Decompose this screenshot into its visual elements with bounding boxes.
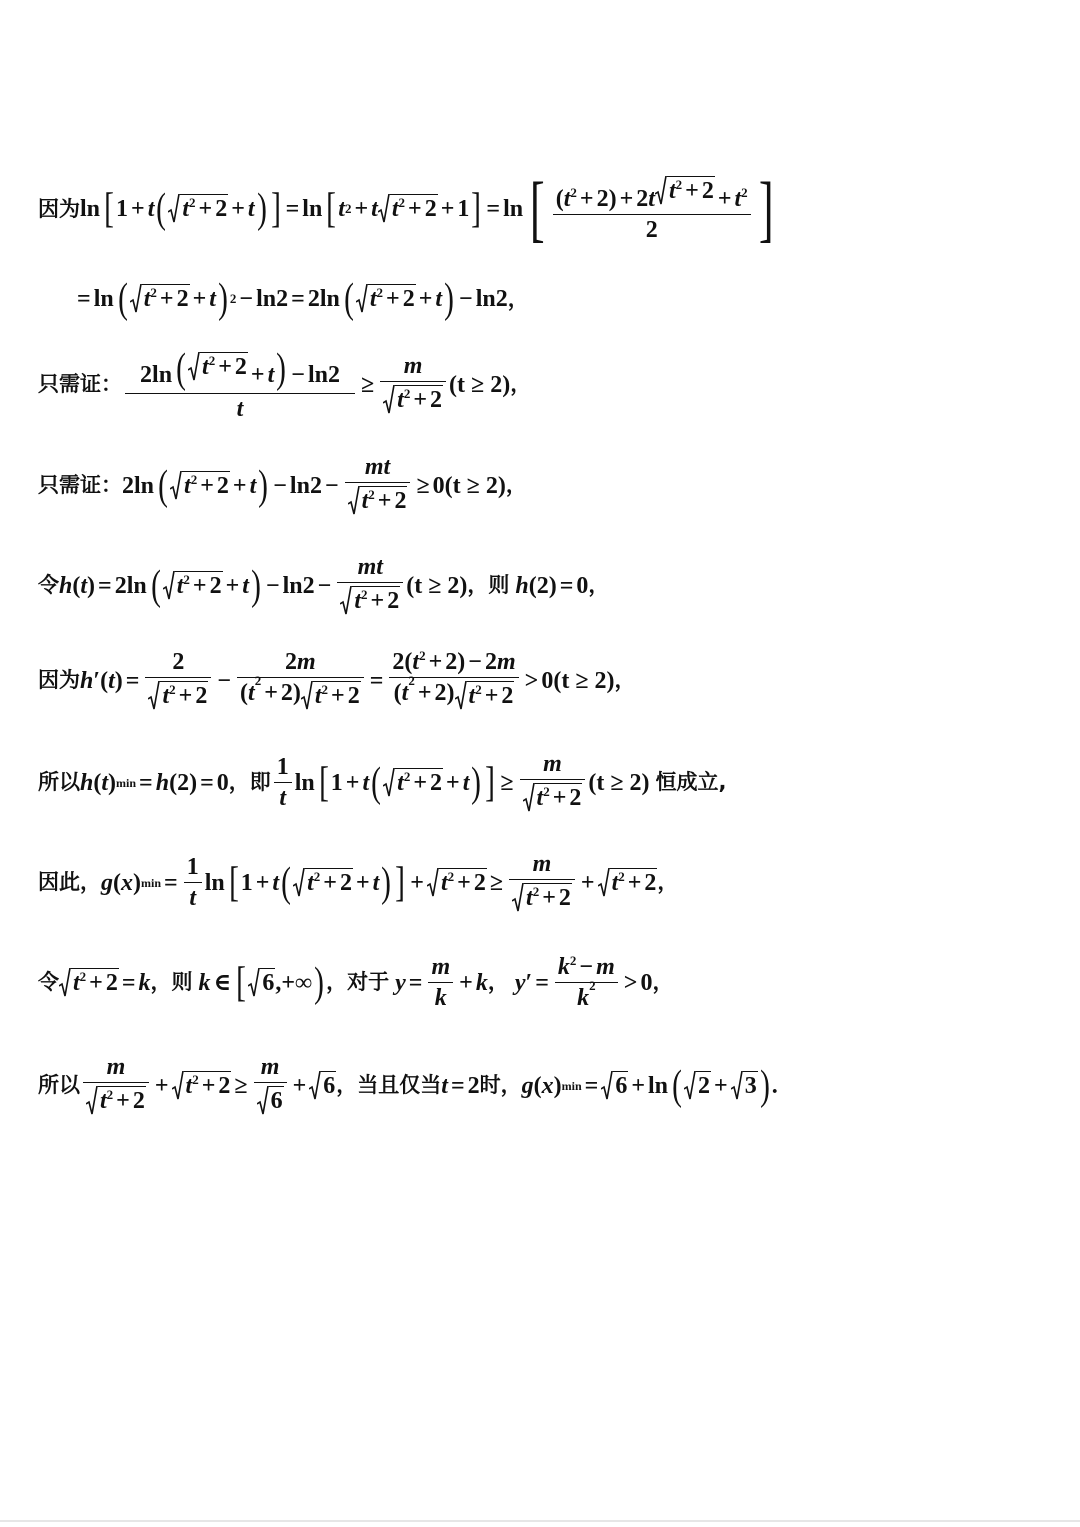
bottom-divider <box>0 1520 1080 1522</box>
only-prove-label: 只需证： <box>38 372 122 396</box>
ln-fn: ln <box>80 196 101 222</box>
line-derivative: 因为 h ′( t ) = $\frac{2}{t^2 + 2}$ − 2m ( t 2 + 2) $t^2 + 2$ = $2(t^2 + 2) - 2m$ ( t 2 + 2) $t^2 + 2$ > 0 (t ≥ 2) ， <box>38 648 636 709</box>
fraction: $(t^2 + 2) + 2t$ $t^2 + 2$ + $t^2$ 2 <box>553 176 751 242</box>
line-only-prove-2: 只需证： 2 ln ( $t^2 + 2$ + t ) − ln2 − $\frac{mt}{t^2 + 2}$ ≥ 0 (t ≥ 2) ， <box>38 454 527 514</box>
line-ln-identity: 因为 ln [ 1 + t ( $t^2 + 2$ + t ) ] = ln [ t 2 + t $t^2 + 2$ + 1 ] = ln [ $(t^2 + 2) + 2t$ $t^2 + 2$ + $t^2$ 2 ] <box>38 168 774 250</box>
because-label: 因为 <box>38 196 80 221</box>
let-label: 令 <box>38 573 59 597</box>
line-ln-simplify: = ln ( $t^2 + 2$ + t ) 2 − ln2 = 2 ln ( $t^2 + 2$ + t ) − ln2 ， <box>77 276 529 322</box>
line-only-prove-1: 只需证： 2ln( $t^2 + 2$ + t) − ln2 t ≥ $\frac{m}{t^2 + 2}$ (t ≥ 2) ， <box>38 346 532 422</box>
line-g-min: 因此， g ( x ) min = $\frac{1}{t}$ ln [ 1 + t ( $t^2 + 2$ + t ) ] + $t^2 + 2$ ≥ $\frac{m}{t^2 + 2}$ + $t^2 + 2$ ， <box>38 851 679 911</box>
line-h-min: 所以 h ( t ) min = h (2) = 0 ， 即 $\frac{1}{t}$ ln [ 1 + t ( $t^2 + 2$ + t ) ] ≥ $\frac{m}{t^2 + 2}$ (t ≥ 2) 恒成立, <box>38 751 727 811</box>
line-substitute-k: 令 $t^2 + 2$ = k ， 则 k ∈ [ 6 ,+∞ ) ， 对于 y = $\frac{m}{k}$ + k ， y ′ = $k^2 - m$ k 2 > 0 ， <box>38 953 674 1011</box>
line-define-h: 令 h ( t ) = 2 ln ( $t^2 + 2$ + t ) − ln2 − $\frac{mt}{t^2 + 2}$ (t ≥ 2) ， 则 h (2) = 0 ， <box>38 554 610 614</box>
line-conclusion: 所以 $\frac{m}{t^2 + 2}$ + $t^2 + 2$ ≥ $\frac{m}{6}$ + 6 ， 当且仅当 t = 2 时， g ( x ) min = 6 + ln ( 2 + 3 ) . <box>38 1054 778 1114</box>
sqrt-expr: $t^2 + 2$ <box>168 194 228 224</box>
